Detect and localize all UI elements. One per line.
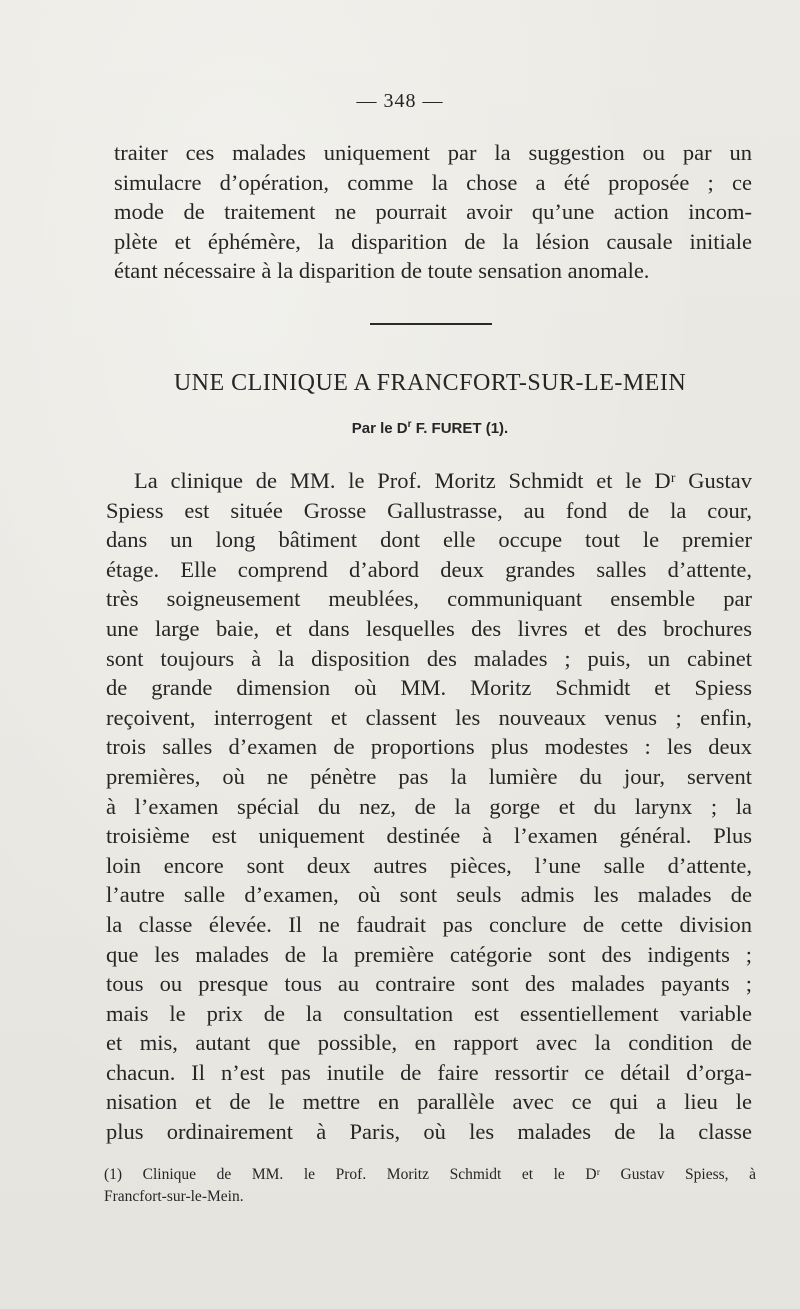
- text-line: et mis, autant que possible, en rapport avec la condition de: [106, 1030, 752, 1056]
- text-line: premières, où ne pénètre pas la lumière du jour, servent: [106, 763, 752, 789]
- byline-author: F. FURET (1).: [411, 420, 509, 437]
- page-number: — 348 —: [356, 90, 444, 112]
- text-line: troisième est uniquement destinée à l’examen général. Plus: [106, 823, 752, 849]
- article-body: [106, 466, 752, 1147]
- article-byline: [0, 419, 800, 437]
- byline-prefix: Par le D: [351, 420, 408, 437]
- text-line: reçoivent, interrogent et classent les nouveaux venus ; enfin,: [106, 704, 752, 730]
- text-line: traiter ces malades uniquement par la suggestion ou par un: [114, 140, 752, 165]
- text-line: l’autre salle d’examen, où sont seuls admis les malades de: [106, 882, 752, 908]
- text-line: sont toujours à la disposition des malades ; puis, un cabinet: [106, 645, 752, 671]
- text-line: dans un long bâtiment dont elle occupe tout le premier: [106, 527, 752, 553]
- text-line: à l’examen spécial du nez, de la gorge et du larynx ; la: [106, 793, 752, 819]
- text-line: mais le prix de la consultation est essentiellement variable: [106, 1000, 752, 1026]
- text-line: La clinique de MM. le Prof. Moritz Schmidt et le Dʳ Gustav: [134, 468, 752, 493]
- article-title: UNE CLINIQUE A FRANCFORT-SUR-LE-MEIN: [173, 370, 687, 396]
- text-line: étant nécessaire à la disparition de toute sensation anomale.: [114, 258, 650, 284]
- text-line: très soigneusement meublées, communiquant ensemble par: [106, 586, 752, 612]
- text-line: plus ordinairement à Paris, où les malades de la classe: [106, 1119, 752, 1145]
- text-line: loin encore sont deux autres pièces, l’une salle d’attente,: [106, 852, 752, 878]
- text-line: étage. Elle comprend d’abord deux grandes salles d’attente,: [106, 556, 752, 582]
- text-line: que les malades de la première catégorie sont des indigents ;: [106, 941, 752, 967]
- section-separator: [370, 323, 492, 325]
- text-line: plète et éphémère, la disparition de la lésion causale initiale: [114, 228, 752, 254]
- text-line: trois salles d’examen de proportions plus modestes : les deux: [106, 734, 752, 760]
- footnote-line: (1) Clinique de MM. le Prof. Moritz Schmidt et le Dʳ Gustav Spiess, à: [104, 1166, 756, 1183]
- footnote-line: Francfort-sur-le-Mein.: [104, 1188, 244, 1205]
- text-line: Spiess est située Grosse Gallustrasse, au fond de la cour,: [106, 497, 752, 523]
- footnote: [104, 1164, 756, 1208]
- text-line: tous ou presque tous au contraire sont des malades payants ;: [106, 971, 752, 997]
- text-line: simulacre d’opération, comme la chose a été proposée ; ce: [114, 169, 752, 195]
- byline-superscript: r: [407, 419, 412, 430]
- text-line: mode de traitement ne pourrait avoir qu’une action incom-: [114, 199, 752, 225]
- text-line: de grande dimension où MM. Moritz Schmidt et Spiess: [106, 675, 752, 701]
- text-line: une large baie, et dans lesquelles des livres et des brochures: [106, 615, 752, 641]
- intro-paragraph: [114, 138, 752, 286]
- text-line: nisation et de le mettre en parallèle avec ce qui a lieu le: [106, 1089, 752, 1115]
- text-line: chacun. Il n’est pas inutile de faire ressortir ce détail d’orga-: [106, 1059, 752, 1085]
- text-line: la classe élevée. Il ne faudrait pas conclure de cette division: [106, 911, 752, 937]
